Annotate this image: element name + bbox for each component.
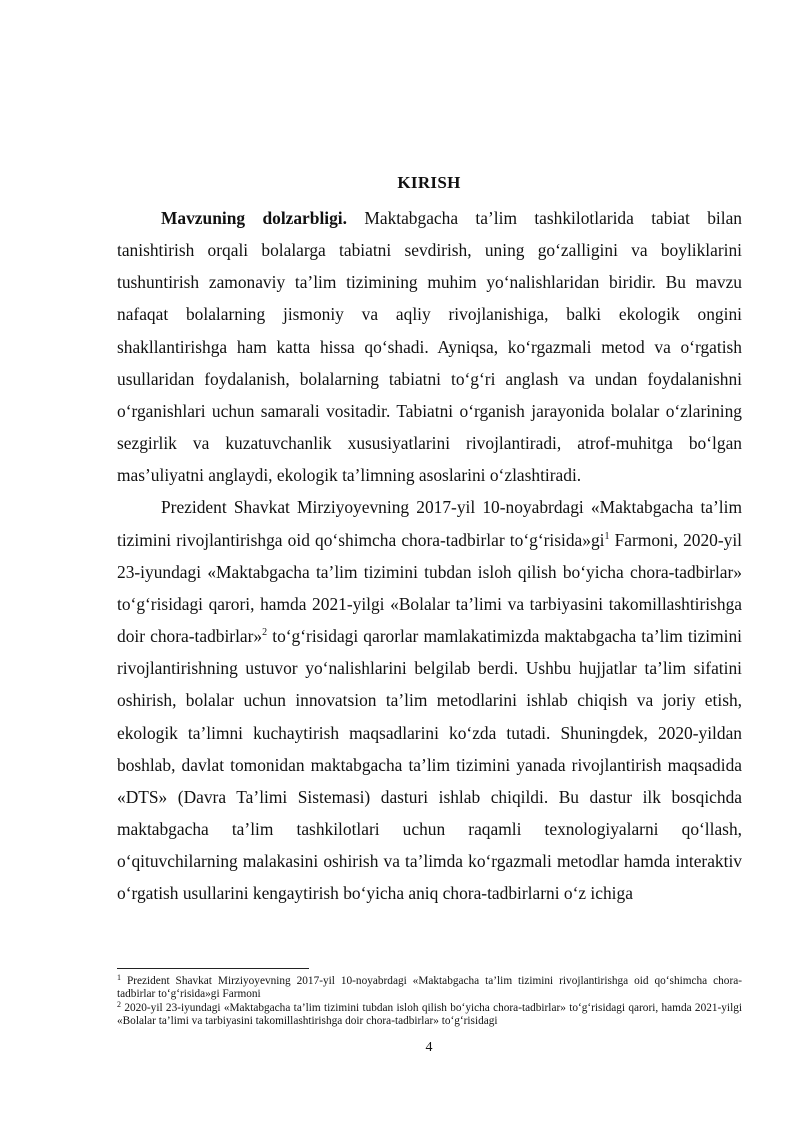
- paragraph-text-part1: Prezident Shavkat Mirziyoyevning 2017-yil 10-noyabrdagi «Maktabgacha ta’lim tizimini rivojlantirishga oid qo‘shimcha chora-tadbirlar to‘g‘risida»gi: [117, 497, 742, 550]
- footnote-ref-1[interactable]: 1: [604, 530, 610, 542]
- footnote-marker-1: 1: [117, 973, 121, 982]
- footnote-text-2: 2020-yil 23-iyundagi «Maktabgacha ta’lim tizimini tubdan isloh qilish bo‘yicha chora-tadbirlar» to‘g‘risidagi qarori, hamda 2021-yilgi «Bolalar ta’limi va tarbiyasini takomillashtirishga doir chora-tadbirlar» to‘g‘risidagi: [117, 1001, 742, 1028]
- page-number: 4: [425, 1040, 433, 1055]
- paragraph-relevance: [117, 202, 742, 491]
- page-heading: KIRISH: [397, 173, 461, 192]
- footnotes: [117, 975, 742, 1029]
- footnote-separator: [117, 968, 309, 969]
- paragraph-text-part2: Farmoni, 2020-yil 23-iyundagi «Maktabgacha ta’lim tizimini tubdan isloh qilish bo‘yicha chora-tadbirlar» to‘g‘risidagi qarori, hamda 2021-yilgi «Bolalar ta’limi va tarbiyasini takomillashtirishga doir chora-tadbirlar»: [117, 529, 743, 647]
- paragraph-lead: Mavzuning dolzarbligi.: [161, 208, 347, 228]
- body-text: [117, 202, 742, 909]
- paragraph-decrees: [117, 491, 742, 909]
- footnote-2: [117, 999, 742, 1029]
- paragraph-text-part3: to‘g‘risidagi qarorlar mamlakatimizda maktabgacha ta’lim tizimini rivojlantirishning ustuvor yo‘nalishlarini belgilab berdi. Ushbu hujjatlar ta’lim sifatini oshirish, bolalar uchun innovatsion ta’lim metodlarini ishlab chiqish va joriy etish, ekologik ta’limni kuchaytirish maqsadlarini ko‘zda tutadi. Shuningdek, 2020-yildan boshlab, davlat tomonidan maktabgacha ta’lim tizimini yanada rivojlantirish maqsadida «DTS» (Davra Ta’limi Sistemasi) dasturi ishlab chiqildi. Bu dastur ilk bosqichda maktabgacha ta’lim tashkilotlari uchun raqamli texnologiyalarni qo‘llash, o‘qituvchilarning malakasini oshirish va ta’limda ko‘rgazmali metodlar hamda interaktiv o‘rgatish usullarini kengaytirish bo‘yicha aniq chora-tadbirlarni o‘z ichiga: [117, 626, 742, 904]
- paragraph-text: Maktabgacha ta’lim tashkilotlarida tabiat bilan tanishtirish orqali bolalarga tabiatni sevdirish, uning go‘zalligini va boyliklarini tushuntirish zamonaviy ta’lim tizimining muhim yo‘nalishlaridan biridir. Bu mavzu nafaqat bolalarning jismoniy va aqliy rivojlanishiga, balki ekologik ongini shakllantirishga ham katta hissa qo‘shadi. Ayniqsa, ko‘rgazmali metod va o‘rgatish usullaridan foydalanish, bolalarning tabiatni to‘g‘ri anglash va undan foydalanishni o‘rganishlari uchun samarali vositadir. Tabiatni o‘rganish jarayonida bolalar o‘zlarining sezgirlik va kuzatuvchanlik xususiyatlarini rivojlantiradi, atrof-muhitga bo‘lgan mas’uliyatni anglaydi, ekologik ta’limning asoslarini o‘zlashtiradi.: [117, 208, 742, 486]
- footnote-1: [117, 975, 742, 1002]
- footnote-ref-2[interactable]: 2: [262, 627, 268, 639]
- footnote-marker-2: 2: [117, 999, 121, 1009]
- footnote-text-1: Prezident Shavkat Mirziyoyevning 2017-yil 10-noyabrdagi «Maktabgacha ta’lim tizimini rivojlantirishga oid qo‘shimcha chora-tadbirlar to‘g‘risida»gi Farmoni: [117, 975, 742, 1001]
